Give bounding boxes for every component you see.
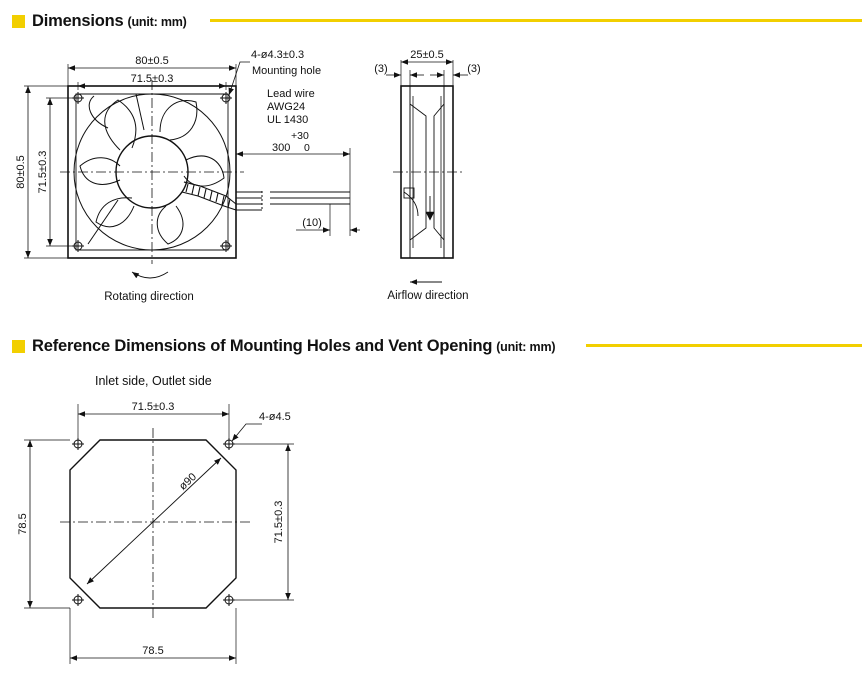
vent-opening-view bbox=[24, 404, 294, 664]
hole-size-leader bbox=[232, 424, 262, 441]
lead-wire-gauge-label: AWG24 bbox=[267, 101, 306, 113]
dim-vent-diameter-label: ø90 bbox=[176, 470, 199, 493]
hole-size-label: 4-ø4.5 bbox=[259, 411, 291, 423]
mounting-hole-label: Mounting hole bbox=[252, 65, 322, 77]
lead-wire-label: Lead wire bbox=[267, 88, 315, 100]
dim-ref-hole-pitch-width-label: 71.5±0.3 bbox=[131, 401, 175, 413]
section-unit: (unit: mm) bbox=[496, 340, 556, 354]
rotating-direction-arrow bbox=[132, 272, 168, 278]
inlet-outlet-side-label: Inlet side, Outlet side bbox=[95, 374, 212, 388]
fan-side-view bbox=[386, 60, 468, 282]
dim-vent-width-label: 78.5 bbox=[142, 645, 164, 657]
section-title: Dimensions (unit: mm) bbox=[32, 12, 187, 30]
dim-ref-hole-pitch-height-label: 71.5±0.3 bbox=[273, 500, 285, 544]
dim-vent-diameter-line bbox=[87, 458, 221, 584]
dim-outer-height-label: 80±0.5 bbox=[15, 155, 27, 189]
strut bbox=[136, 94, 144, 130]
lead-wire-standard-label: UL 1430 bbox=[267, 114, 309, 126]
dim-hole-pitch-height-label: 71.5±0.3 bbox=[37, 150, 49, 194]
dim-vent-height-label: 78.5 bbox=[17, 513, 29, 535]
section-unit: (unit: mm) bbox=[127, 15, 187, 29]
rotating-direction-label: Rotating direction bbox=[104, 291, 194, 303]
dim-right-flange-label: (3) bbox=[467, 63, 481, 75]
strip-length-label: (10) bbox=[302, 217, 322, 229]
lead-length-upper-tol: +30 bbox=[291, 130, 309, 142]
dim-depth-label: 25±0.5 bbox=[410, 49, 444, 61]
lead-wire-bundle bbox=[182, 182, 350, 211]
lead-length-lower-tol: 0 bbox=[304, 142, 310, 154]
lead-length-label: 300 bbox=[272, 142, 291, 154]
dim-hole-pitch-width-label: 71.5±0.3 bbox=[130, 73, 174, 85]
mounting-hole-size-label: 4-ø4.3±0.3 bbox=[251, 49, 305, 61]
reference-hole bbox=[72, 594, 84, 606]
side-frame bbox=[401, 86, 453, 258]
dim-outer-width-label: 80±0.5 bbox=[135, 55, 169, 67]
section-title: Reference Dimensions of Mounting Holes and Vent Opening (unit: mm) bbox=[32, 337, 556, 355]
airflow-direction-label: Airflow direction bbox=[387, 290, 469, 302]
dim-left-flange-label: (3) bbox=[374, 63, 388, 75]
mounting-hole-leader bbox=[229, 62, 250, 95]
